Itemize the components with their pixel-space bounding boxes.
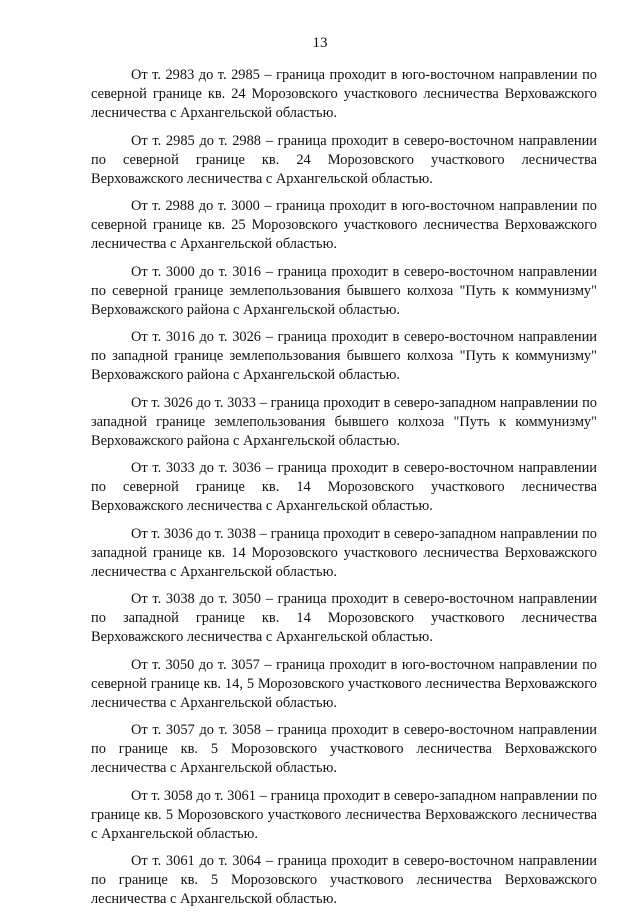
document-body xyxy=(91,66,597,918)
boundary-paragraph: От т. 3057 до т. 3058 – граница проходит в северо-восточном направлении по границе кв. 5 Морозовского участкового лесничества Верховажского лесничества с Архангельской областью. xyxy=(91,722,597,777)
boundary-paragraph: От т. 3038 до т. 3050 – граница проходит в северо-восточном направлении по западной границе кв. 14 Морозовского участкового лесничества Верховажского лесничества с Архангельской областью. xyxy=(91,591,597,646)
boundary-paragraph: От т. 3000 до т. 3016 – граница проходит в северо-восточном направлении по северной границе землепользования бывшего колхоза "Путь к коммунизму" Верховажского района с Архангельской областью. xyxy=(91,263,597,318)
boundary-paragraph: От т. 3016 до т. 3026 – граница проходит в северо-восточном направлении по западной границе землепользования бывшего колхоза "Путь к коммунизму" Верховажского района с Архангельской областью. xyxy=(91,329,597,384)
boundary-paragraph: От т. 3058 до т. 3061 – граница проходит в северо-западном направлении по границе кв. 5 Морозовского участкового лесничества Верховажского лесничества с Архангельской областью. xyxy=(91,787,597,842)
boundary-paragraph: От т. 3026 до т. 3033 – граница проходит в северо-западном направлении по западной границе землепользования бывшего колхоза "Путь к коммунизму" Верховажского района с Архангельской областью. xyxy=(91,394,597,449)
boundary-paragraph: От т. 3050 до т. 3057 – граница проходит в юго-восточном направлении по северной границе кв. 14, 5 Морозовского участкового лесничества Верховажского лесничества с Архангельской областью. xyxy=(91,656,597,711)
page-number: 13 xyxy=(312,35,328,51)
boundary-paragraph: От т. 3033 до т. 3036 – граница проходит в северо-восточном направлении по северной границе кв. 14 Морозовского участкового лесничества Верховажского лесничества с Архангельской областью. xyxy=(91,460,597,515)
boundary-paragraph: От т. 2985 до т. 2988 – граница проходит в северо-восточном направлении по северной границе кв. 24 Морозовского участкового лесничества Верховажского лесничества с Архангельской областью. xyxy=(91,132,597,187)
boundary-paragraph: От т. 3061 до т. 3064 – граница проходит в северо-восточном направлении по границе кв. 5 Морозовского участкового лесничества Верховажского лесничества с Архангельской областью. xyxy=(91,853,597,908)
boundary-paragraph: От т. 2988 до т. 3000 – граница проходит в юго-восточном направлении по северной границе кв. 25 Морозовского участкового лесничества Верховажского лесничества с Архангельской областью. xyxy=(91,198,597,253)
boundary-paragraph: От т. 3036 до т. 3038 – граница проходит в северо-западном направлении по западной границе кв. 14 Морозовского участкового лесничества Верховажского лесничества с Архангельской областью. xyxy=(91,525,597,580)
boundary-paragraph: От т. 2983 до т. 2985 – граница проходит в юго-восточном направлении по северной границе кв. 24 Морозовского участкового лесничества Верховажского лесничества с Архангельской областью. xyxy=(91,67,597,122)
